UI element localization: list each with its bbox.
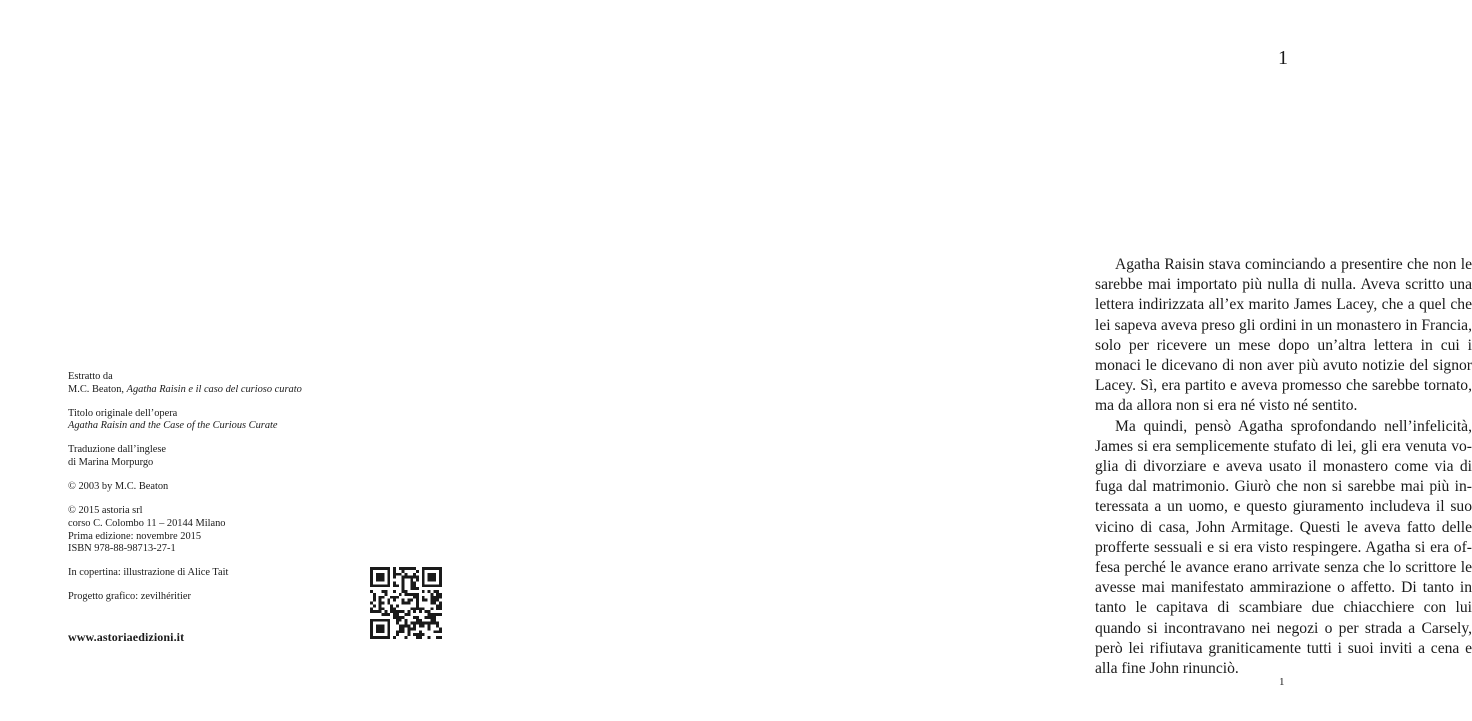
colophon [68,371,368,615]
colophon-text: Progetto grafico: zevilhéritier [68,591,191,603]
colophon-text: © 2015 astoria srl [68,505,143,517]
colophon-title: Agatha Raisin e il caso del curioso curato [126,383,302,395]
page-number: 1 [1279,676,1285,688]
colophon-line [68,518,368,531]
colophon-line [68,567,368,580]
colophon-text: In copertina: illustrazione di Alice Tait [68,567,229,579]
colophon-block [68,444,368,469]
colophon-text: ISBN 978-88-98713-27-1 [68,543,176,555]
right-page [512,0,1472,721]
paragraph: Ma quindi, pensò Agatha sprofondando nell’infelicità, James si era semplicemente stufato di lei, gli era venuta voglia di divorziare e aveva usato il monastero come via di fuga dal matrimonio. Giurò che non si sarebbe mai più interessata a un uomo, e questo giuramento includeva il suo vicino di casa, John Armitage. Questi le aveva fatto delle profferte sessuali e si era visto respingere. Agatha si era offesa perché le avance erano arrivate senza che lo scrittore le avesse mai manifestato ammirazione o affetto. Di tanto in tanto le capitava di scambiare due chiacchiere con lui quando si incontravano nei negozi o per strada a Carsely, però lei rifiutava graniticamente tutti i suoi inviti a cena e alla fine John rinunciò. [1095,417,1472,678]
colophon-block [68,505,368,556]
colophon-text: Traduzione dall’inglese [68,444,167,456]
colophon-line [68,384,368,397]
colophon-block [68,371,368,396]
colophon-block [68,567,368,580]
colophon-text: M.C. Beaton, [68,383,127,395]
colophon-line [68,543,368,556]
colophon-text: Titolo originale dell’opera [68,407,178,419]
colophon-line [68,591,368,604]
colophon-block [68,408,368,433]
colophon-title: Agatha Raisin and the Case of the Curious Curate [68,420,278,432]
qr-code-icon [370,567,442,639]
colophon-line [68,408,368,421]
chapter-number: 1 [1278,47,1288,69]
colophon-block [68,481,368,494]
colophon-line [68,371,368,384]
colophon-text: Estratto da [68,371,113,382]
colophon-line [68,457,368,470]
colophon-line [68,531,368,544]
left-page [0,0,512,721]
colophon-line [68,505,368,518]
colophon-block [68,591,368,604]
colophon-line [68,444,368,457]
colophon-line [68,481,368,494]
colophon-text: Prima edizione: novembre 2015 [68,530,202,542]
chapter-body [1095,255,1472,679]
publisher-website[interactable]: www.astoriaedizioni.it [68,630,185,644]
colophon-text: di Marina Morpurgo [68,457,154,469]
paragraph: Agatha Raisin stava cominciando a presentire che non le sarebbe mai importato più nulla di nulla. Aveva scritto una lettera indirizzata all’ex marito James Lacey, che a quel che lei sapeva aveva preso gli ordini in un monastero in Francia, solo per ricevere un mese dopo un’altra lettera in cui i monaci le dicevano di non aver più avuto notizie del signor Lacey. Sì, era partito e aveva promesso che sarebbe tornato, ma da allora non si era né visto né sentito. [1095,256,1472,415]
colophon-line [68,420,368,433]
colophon-text: corso C. Colombo 11 – 20144 Milano [68,517,226,529]
colophon-text: © 2003 by M.C. Beaton [68,481,169,493]
